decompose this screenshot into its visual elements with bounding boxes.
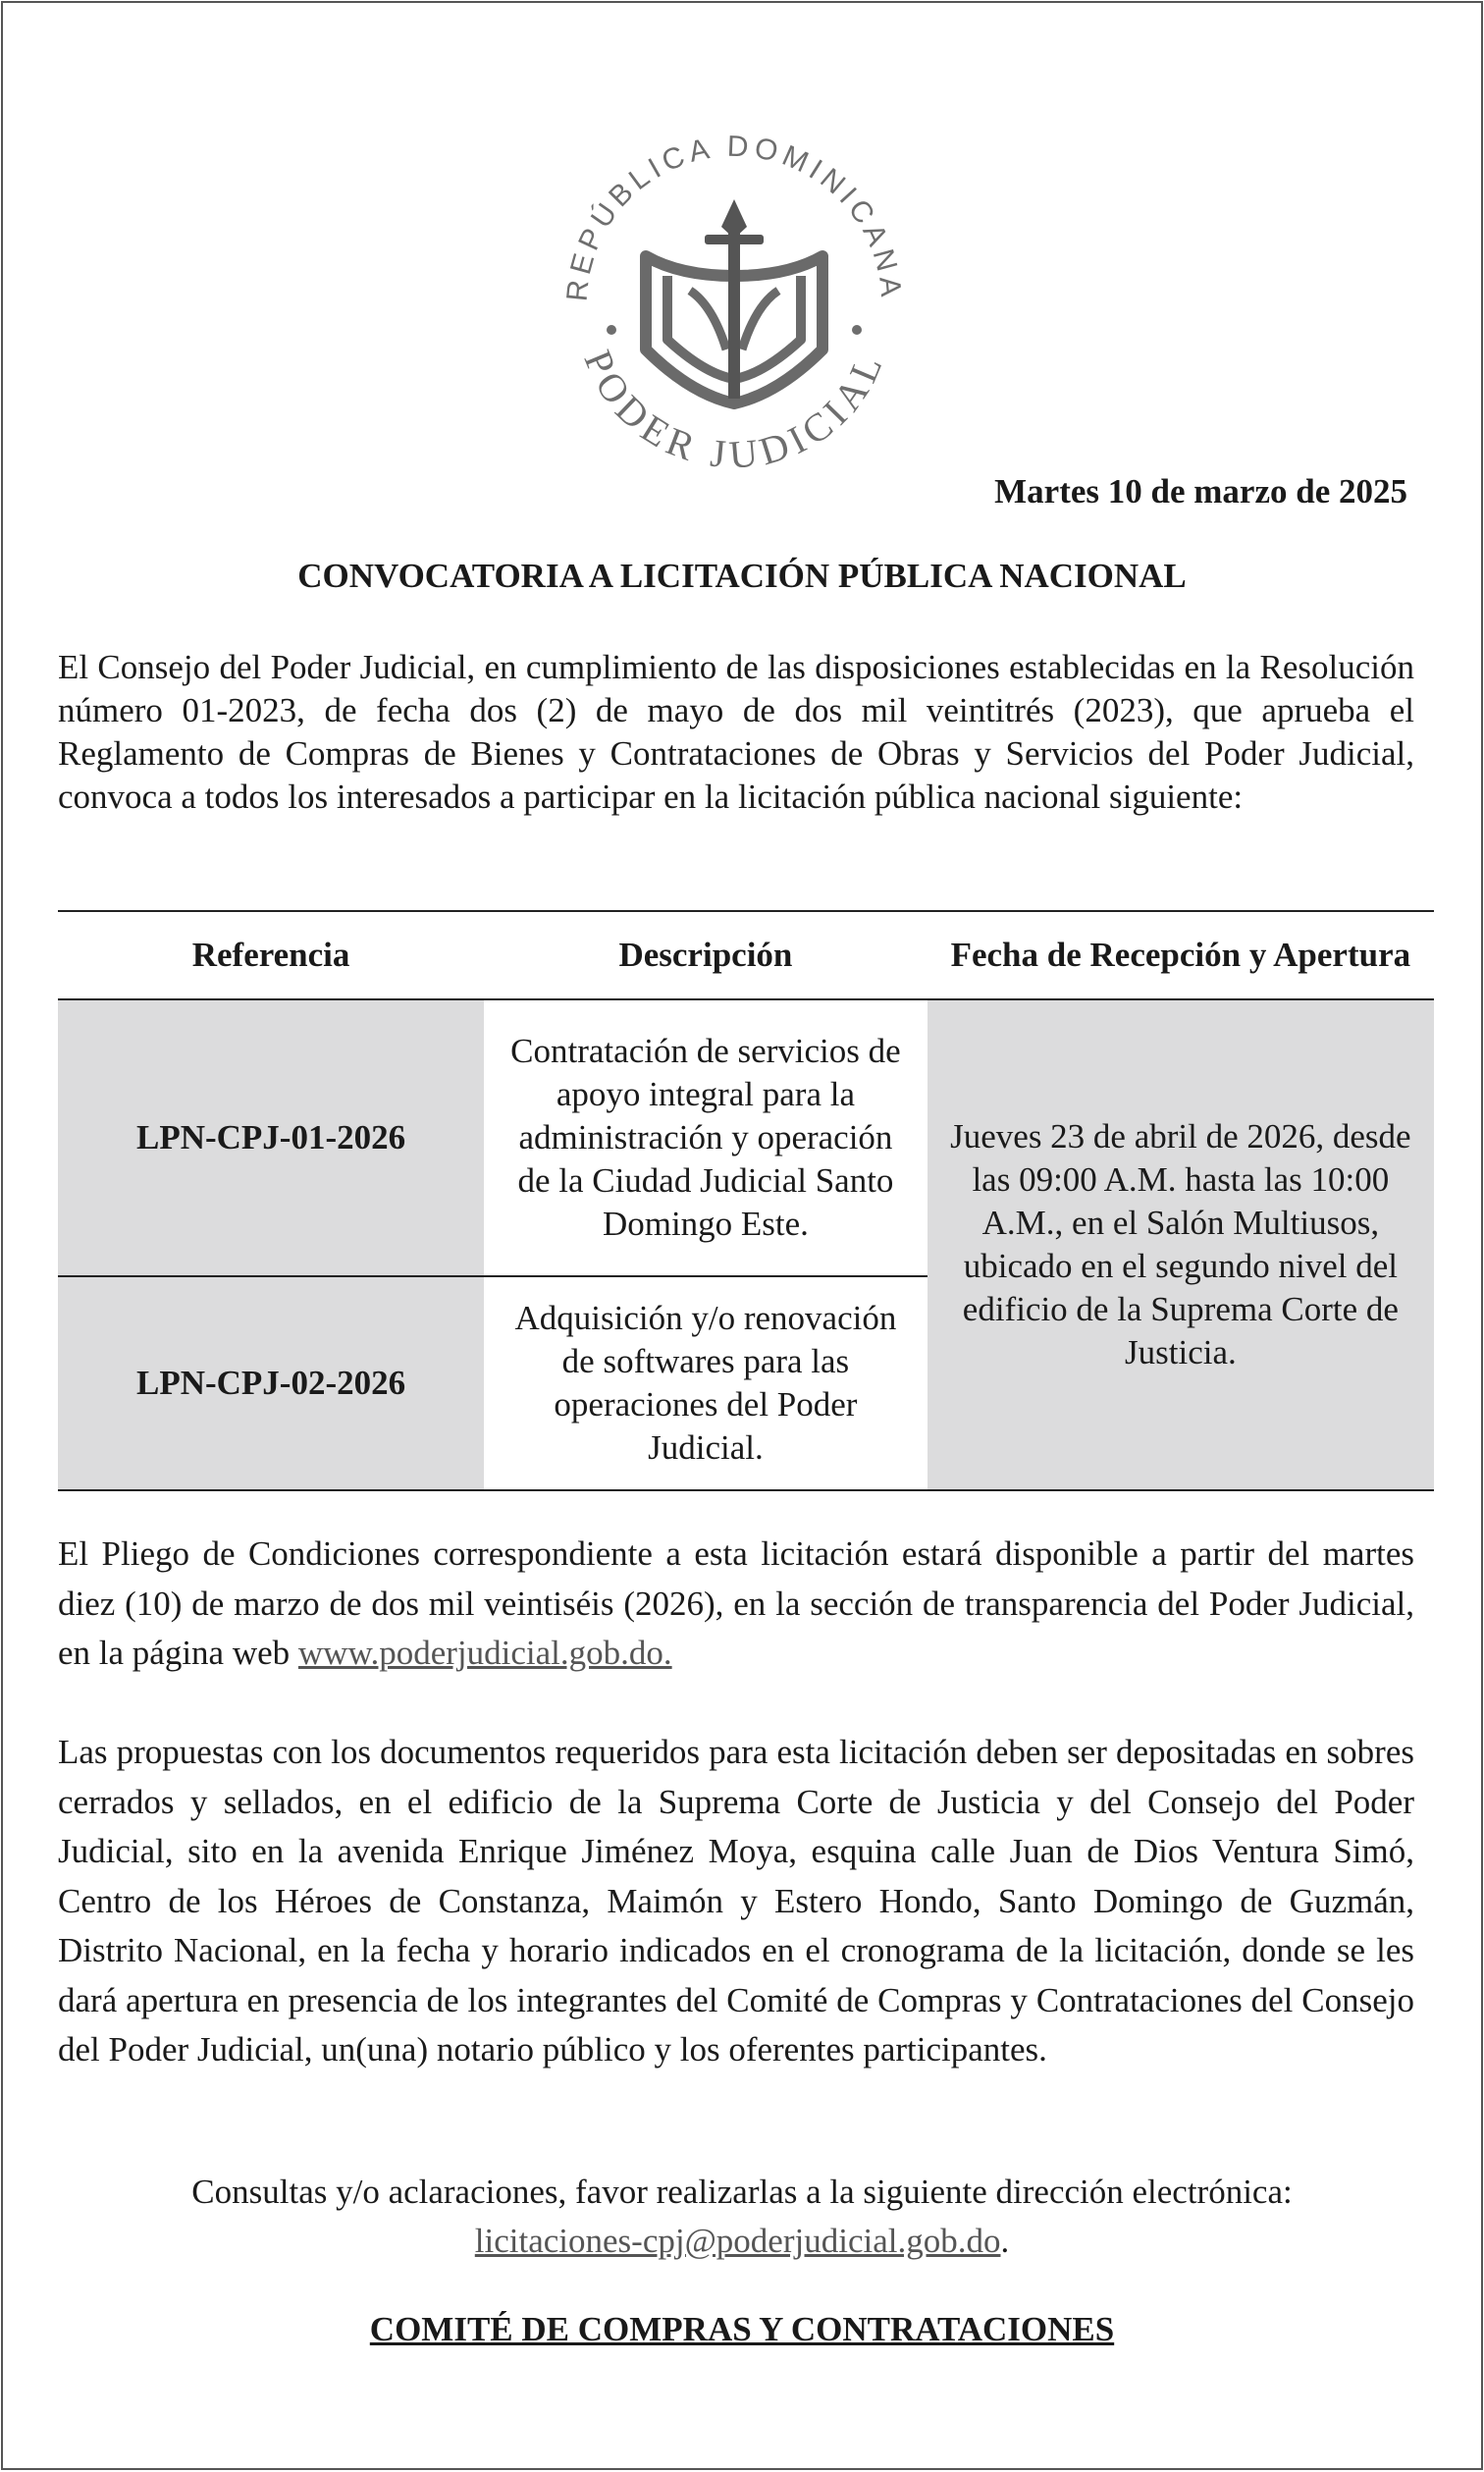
consultas-block [3, 2168, 1481, 2266]
propuestas-paragraph: Las propuestas con los documentos requeridos para esta licitación deben ser depositadas en sobres cerrados y sellados, en el edificio de la Suprema Corte de Justicia y del Consejo del Poder Judicial, sito en la avenida Enrique Jiménez Moya, esquina calle Juan de Dios Ventura Simó, Centro de los Héroes de Constanza, Maimón y Estero Hondo, Santo Domingo de Guzmán, Distrito Nacional, en la fecha y horario indicados en el cronograma de la licitación, donde se les dará apertura en presencia de los integrantes del Comité de Compras y Contrataciones del Consejo del Poder Judicial, un(una) notario público y los oferentes participantes. [58, 1733, 1414, 2069]
pliego-text: El Pliego de Condiciones correspondiente a esta licitación estará disponible a partir del martes diez (10) de marzo de dos mil veintiséis (2026), en la sección de transparencia del Poder Judicial, en la página web [58, 1534, 1414, 1672]
header-descripcion: Descripción [484, 911, 928, 999]
row-referencia: LPN-CPJ-01-2026 [58, 999, 484, 1276]
row-referencia: LPN-CPJ-02-2026 [58, 1276, 484, 1490]
table-row [58, 999, 1434, 1276]
page-title: CONVOCATORIA A LICITACIÓN PÚBLICA NACIONAL [297, 557, 1187, 595]
document-page [1, 1, 1483, 2470]
website-link[interactable]: www.poderjudicial.gob.do. [297, 1634, 672, 1672]
row-descripcion: Adquisición y/o renovación de softwares para las operaciones del Poder Judicial. [484, 1276, 928, 1490]
consultas-text: Consultas y/o aclaraciones, favor realizarlas a la siguiente dirección electrónica: [191, 2173, 1293, 2211]
email-end: . [1000, 2222, 1010, 2260]
intro-paragraph: El Consejo del Poder Judicial, en cumplimiento de las disposiciones establecidas en la Resolución número 01-2023, de fecha dos (2) de mayo de dos mil veintitrés (2023), que aprueba el Reglamento de Compras de Bienes y Contrataciones de Obras y Servicios del Poder Judicial, convoca a todos los interesados a participar en la licitación pública nacional siguiente: [58, 648, 1414, 816]
seal-icon [548, 129, 921, 467]
email-line [3, 2217, 1481, 2266]
publication-date: Martes 10 de marzo de 2025 [994, 472, 1407, 511]
poder-judicial-seal [548, 129, 921, 467]
header-referencia: Referencia [58, 911, 484, 999]
tender-table [58, 910, 1434, 1491]
seal-bottom-text: PODER JUDICIAL [575, 344, 893, 467]
pliego-paragraph [58, 1530, 1414, 1679]
seal-top-text: REPÚBLICA DOMINICANA [560, 130, 908, 303]
committee-signature: COMITÉ DE COMPRAS Y CONTRATACIONES [369, 2310, 1115, 2348]
table-header-row [58, 911, 1434, 999]
row-descripcion: Contratación de servicios de apoyo integral para la administración y operación de la Ciudad Judicial Santo Domingo Este. [484, 999, 928, 1276]
email-link[interactable]: licitaciones-cpj@poderjudicial.gob.do [474, 2222, 1001, 2260]
header-fecha: Fecha de Recepción y Apertura [928, 911, 1434, 999]
row-fecha: Jueves 23 de abril de 2026, desde las 09:00 A.M. hasta las 10:00 A.M., en el Salón Multiusos, ubicado en el segundo nivel del edificio de la Suprema Corte de Justicia. [928, 999, 1434, 1490]
